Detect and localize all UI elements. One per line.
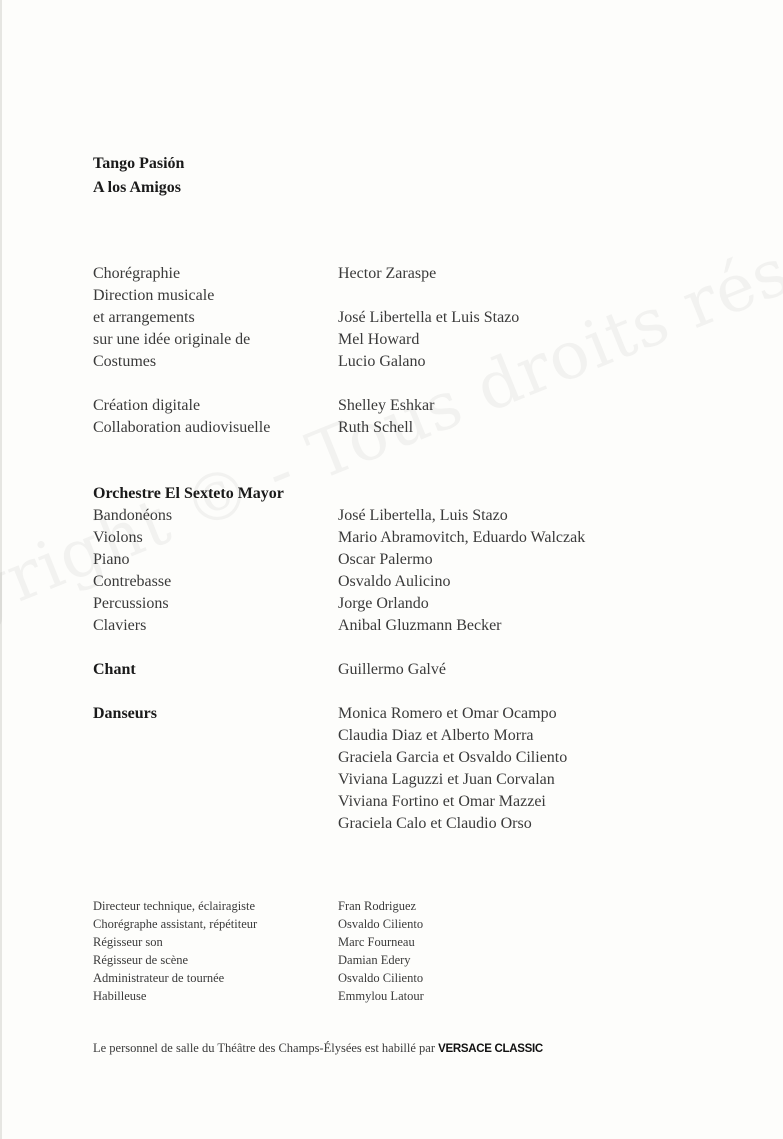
tech-name: Osvaldo Ciliento [338,917,424,931]
dancer-couple: Viviana Laguzzi et Juan Corvalan [338,771,555,788]
orchestra-name: Osvaldo Aulicino [338,573,451,590]
orchestra-name: José Libertella, Luis Stazo [338,507,508,524]
chant-heading: Chant [93,661,136,678]
footer-note [93,1041,543,1056]
credit-role: Chorégraphie [93,265,181,282]
tech-name: Marc Fourneau [338,935,415,949]
credit-role: Création digitale [93,397,201,414]
orchestra-role: Percussions [93,595,169,612]
versace-classic-logo: VERSACE CLASSIC [438,1043,543,1055]
dancer-couple: Viviana Fortino et Omar Mazzei [338,793,546,810]
orchestra-role: Bandonéons [93,507,173,524]
show-title [93,152,184,200]
credit-name: José Libertella et Luis Stazo [338,309,520,326]
credit-role: et arrangements [93,309,195,326]
credit-name: Hector Zaraspe [338,265,437,282]
credit-role: Collaboration audiovisuelle [93,419,271,436]
orchestra-name: Jorge Orlando [338,595,429,612]
orchestra-heading: Orchestre El Sexteto Mayor [93,485,284,502]
dancer-couple: Monica Romero et Omar Ocampo [338,705,557,722]
dancer-couple: Claudia Diaz et Alberto Morra [338,727,534,744]
credit-name: Mel Howard [338,331,420,348]
tech-name: Emmylou Latour [338,989,424,1003]
credit-name: Lucio Galano [338,353,426,370]
tech-role: Directeur technique, éclairagiste [93,899,256,913]
tech-name: Osvaldo Ciliento [338,971,424,985]
footer-text: Le personnel de salle du Théâtre des Champs-Élysées est habillé par [93,1041,436,1055]
orchestra-name: Anibal Gluzmann Becker [338,617,502,634]
tech-name: Fran Rodriguez [338,899,417,913]
tech-role: Administrateur de tournée [93,971,225,985]
orchestra-name: Oscar Palermo [338,551,433,568]
show-title-main: Tango Pasión [93,155,185,172]
danseurs-heading: Danseurs [93,705,158,722]
orchestra-role: Claviers [93,617,147,634]
credit-name: Ruth Schell [338,419,414,436]
show-subtitle: A los Amigos [93,179,182,196]
chant-name: Guillermo Galvé [338,661,446,678]
tech-role: Régisseur de scène [93,953,189,967]
credit-role: Costumes [93,353,157,370]
dancer-couple: Graciela Calo et Claudio Orso [338,815,532,832]
orchestra-name: Mario Abramovitch, Eduardo Walczak [338,529,586,546]
tech-role: Habilleuse [93,989,147,1003]
dancer-couple: Graciela Garcia et Osvaldo Ciliento [338,749,568,766]
tech-role: Régisseur son [93,935,163,949]
tech-name: Damian Edery [338,953,411,967]
tech-role: Chorégraphe assistant, répétiteur [93,917,258,931]
credit-role: Direction musicale [93,287,215,304]
orchestra-role: Piano [93,551,130,568]
credit-role: sur une idée originale de [93,331,251,348]
orchestra-role: Contrebasse [93,573,172,590]
orchestra-role: Violons [93,529,143,546]
credit-name: Shelley Eshkar [338,397,435,414]
